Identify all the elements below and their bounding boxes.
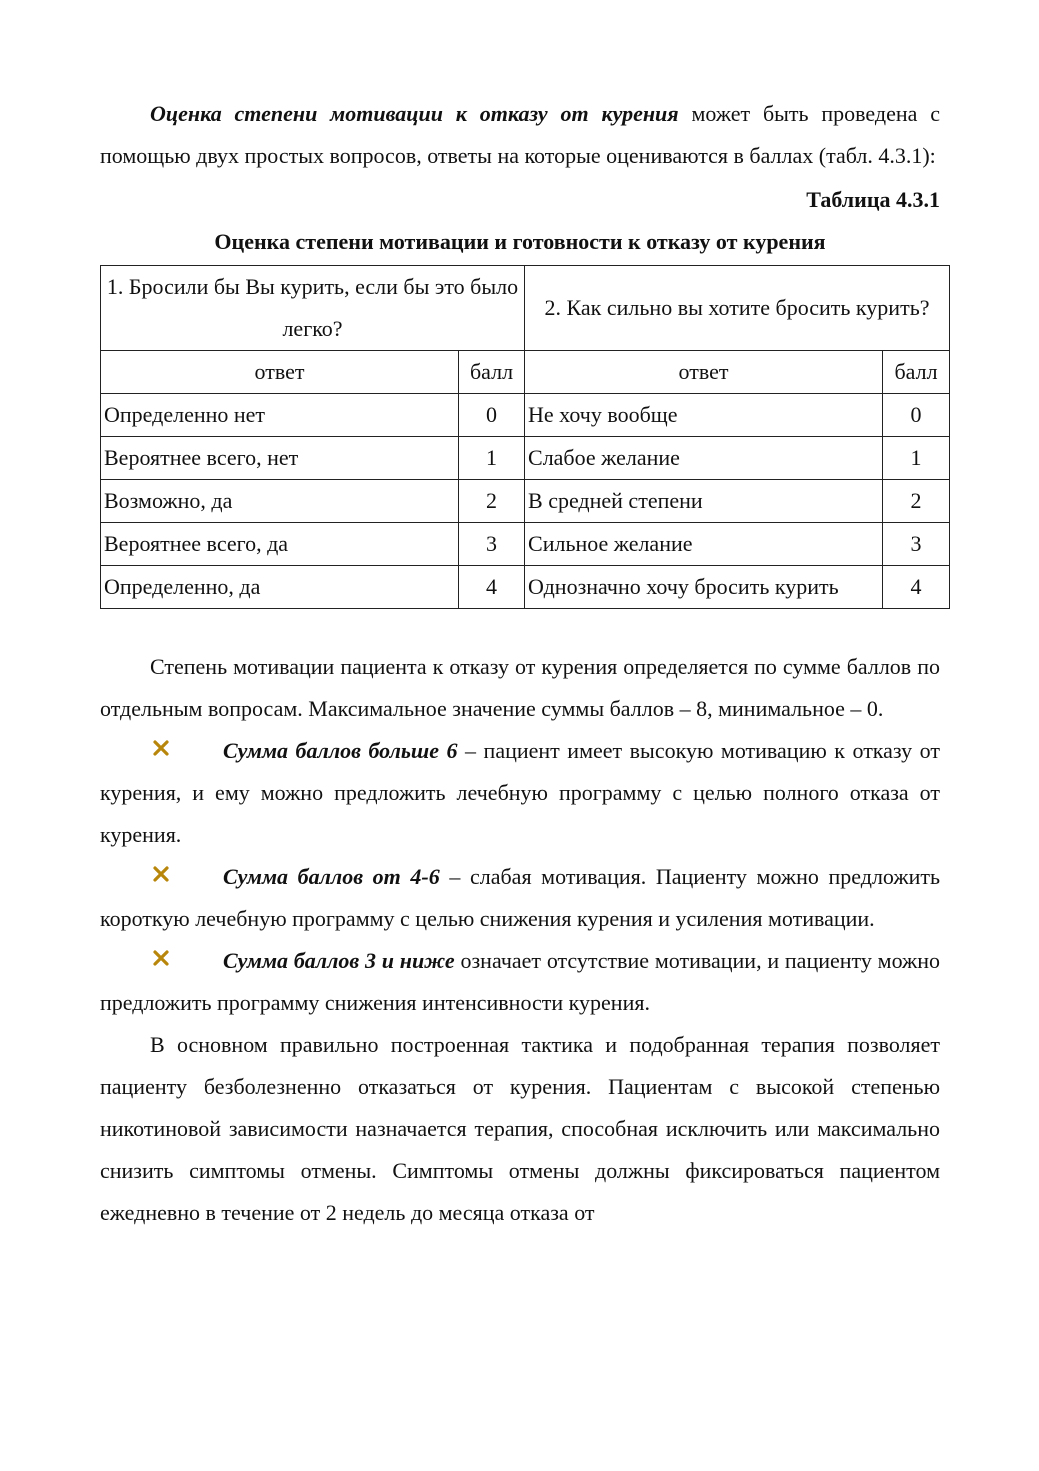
answer-2-cell: Не хочу вообще bbox=[525, 394, 883, 437]
question-2: 2. Как сильно вы хотите бросить курить? bbox=[525, 266, 950, 351]
bullet-text: – слабая мотивация. Пациенту можно предложить короткую лечебную программу с целью снижения курения и усиления мотивации. bbox=[100, 864, 940, 931]
bullet-bold: Сумма баллов 3 и ниже bbox=[223, 948, 455, 973]
score-2-cell: 4 bbox=[883, 566, 950, 609]
score-2-cell: 1 bbox=[883, 437, 950, 480]
x-mark-icon bbox=[152, 949, 170, 967]
table-row bbox=[101, 566, 950, 609]
bullet-item-high bbox=[100, 730, 940, 856]
col-answer-2: ответ bbox=[525, 351, 883, 394]
therapy-paragraph: В основном правильно построенная тактика и подобранная терапия позволяет пациенту безболезненно отказаться от курения. Пациентам с высокой степенью никотиновой зависимости назначается терапия, способная исключить или максимально снизить симптомы отмены. Симптомы отмены должны фиксироваться пациентом ежедневно в течение от 2 недель до месяца отказа от bbox=[100, 1032, 940, 1225]
score-2-cell: 2 bbox=[883, 480, 950, 523]
answer-1-cell: Возможно, да bbox=[101, 480, 459, 523]
document-page bbox=[100, 93, 940, 1234]
col-answer-1: ответ bbox=[101, 351, 459, 394]
bullet-bold: Сумма баллов от 4-6 bbox=[223, 864, 440, 889]
answer-1-cell: Вероятнее всего, да bbox=[101, 523, 459, 566]
table-row bbox=[101, 437, 950, 480]
answer-2-cell: Сильное желание bbox=[525, 523, 883, 566]
answer-2-cell: Однозначно хочу бросить курить bbox=[525, 566, 883, 609]
table-title: Оценка степени мотивации и готовности к отказу от курения bbox=[214, 229, 826, 254]
bullet-text: – пациент имеет высокую мотивацию к отказу от курения, и ему можно предложить лечебную программу с целью полного отказа от курения. bbox=[100, 738, 940, 847]
motivation-table bbox=[100, 265, 950, 609]
score-1-cell: 4 bbox=[459, 566, 525, 609]
table-number: Таблица 4.3.1 bbox=[806, 187, 940, 212]
intro-paragraph bbox=[100, 93, 940, 177]
score-2-cell: 0 bbox=[883, 394, 950, 437]
table-row bbox=[101, 523, 950, 566]
bullet-text: означает отсутствие мотивации, и пациенту можно предложить программу снижения интенсивности курения. bbox=[100, 948, 940, 1015]
x-mark-icon bbox=[152, 865, 170, 883]
question-1: 1. Бросили бы Вы курить, если бы это было легко? bbox=[101, 266, 525, 351]
answer-1-cell: Вероятнее всего, нет bbox=[101, 437, 459, 480]
score-1-cell: 3 bbox=[459, 523, 525, 566]
bullet-item-weak bbox=[100, 856, 940, 940]
answer-2-cell: В средней степени bbox=[525, 480, 883, 523]
answer-1-cell: Определенно, да bbox=[101, 566, 459, 609]
score-1-cell: 2 bbox=[459, 480, 525, 523]
score-summary-paragraph: Степень мотивации пациента к отказу от курения определяется по сумме баллов по отдельным вопросам. Максимальное значение суммы баллов – 8, минимальное – 0. bbox=[100, 654, 940, 721]
table-row bbox=[101, 480, 950, 523]
score-1-cell: 1 bbox=[459, 437, 525, 480]
intro-rest: может быть проведена с помощью двух простых вопросов, ответы на которые оцениваются в баллах (табл. 4.3.1): bbox=[100, 101, 940, 168]
col-score-1: балл bbox=[459, 351, 525, 394]
table-row bbox=[101, 394, 950, 437]
table-question-row bbox=[101, 266, 950, 351]
answer-2-cell: Слабое желание bbox=[525, 437, 883, 480]
x-mark-icon bbox=[152, 739, 170, 757]
bullet-item-none bbox=[100, 940, 940, 1024]
answer-1-cell: Определенно нет bbox=[101, 394, 459, 437]
score-2-cell: 3 bbox=[883, 523, 950, 566]
score-1-cell: 0 bbox=[459, 394, 525, 437]
table-header-row bbox=[101, 351, 950, 394]
intro-bold-phrase: Оценка степени мотивации к отказу от курения bbox=[150, 101, 679, 126]
col-score-2: балл bbox=[883, 351, 950, 394]
bullet-bold: Сумма баллов больше 6 bbox=[223, 738, 458, 763]
